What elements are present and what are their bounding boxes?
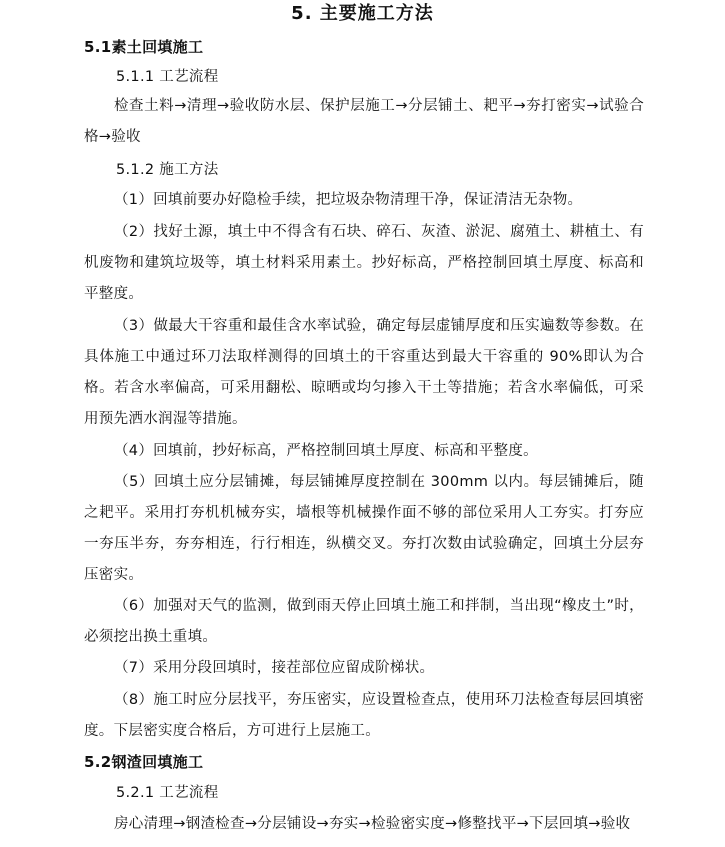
method-item-6: （6）加强对天气的监测，做到雨天停止回填土施工和拌制，当出现“橡皮土”时，必须挖出换土重填。 (84, 598, 644, 645)
heading-5-2: 5.2钢渣回填施工 (84, 753, 204, 771)
method-item-7: （7）采用分段回填时，接茬部位应留成阶梯状。 (114, 660, 435, 676)
heading-5-2-1: 5.2.1 工艺流程 (116, 785, 219, 801)
method-item-5: （5）回填土应分层铺摊，每层铺摊厚度控制在 300mm 以内。每层铺摊后，随之耙平。采用打夯机机械夯实，墙根等机械操作面不够的部位采用人工夯实。打夯应一夯压半夯，夯夯相连，行行相连，纵横交叉。夯打次数由试验确定，回填土分层夯压密实。 (84, 474, 644, 583)
section-title: 5. 主要施工方法 (291, 3, 434, 24)
flow-5-2-1: 房心清理→钢渣检查→分层铺设→夯实→检验密实度→修整找平→下层回填→验收 (114, 816, 631, 832)
method-item-8: （8）施工时应分层找平，夯压密实，应设置检查点，使用环刀法检查每层回填密度。下层密实度合格后，方可进行上层施工。 (84, 692, 644, 739)
flow-5-1-1: 检查土料→清理→验收防水层、保护层施工→分层铺土、耙平→夯打密实→试验合格→验收 (84, 98, 644, 145)
method-item-3: （3）做最大干容重和最佳含水率试验，确定每层虚铺厚度和压实遍数等参数。在具体施工中通过环刀法取样测得的回填土的干容重达到最大干容重的 90%即认为合格。若含水率偏高，可采用翻松、晾晒或均匀掺入干土等措施；若含水率偏低，可采用预先洒水润湿等措施。 (84, 318, 644, 427)
method-item-4: （4）回填前，抄好标高，严格控制回填土厚度、标高和平整度。 (114, 443, 538, 459)
method-item-1: （1）回填前要办好隐检手续，把垃圾杂物清理干净，保证清洁无杂物。 (114, 192, 583, 208)
heading-5-1-1: 5.1.1 工艺流程 (116, 69, 219, 85)
heading-5-1: 5.1素土回填施工 (84, 38, 204, 56)
method-item-2: （2）找好土源，填土中不得含有石块、碎石、灰渣、淤泥、腐殖土、耕植土、有机废物和建筑垃圾等，填土材料采用素土。抄好标高，严格控制回填土厚度、标高和平整度。 (84, 224, 644, 302)
heading-5-1-2: 5.1.2 施工方法 (116, 162, 219, 178)
